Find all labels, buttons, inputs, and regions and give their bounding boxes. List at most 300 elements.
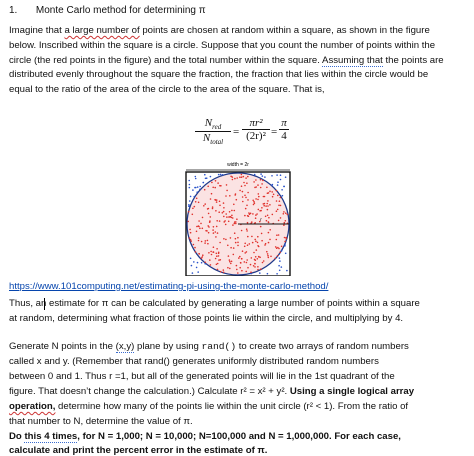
red-point [194,206,196,208]
red-point [250,264,252,266]
red-point [245,177,247,179]
red-point [234,223,236,225]
intro-line-3: circle (the red points in the figure) and the total number within the square. Assuming that the points are [9,55,444,66]
red-point [254,263,256,265]
red-point [278,220,280,222]
red-point [196,231,198,233]
intro-line-1: Imagine that a large number of points are chosen at random within a square, as shown in the figure [9,25,430,36]
red-point [257,242,259,244]
red-point [190,232,192,234]
thus-line-2: at random, determining what fraction of those points lie within the circle, and multiplying by 4. [9,313,404,324]
red-point [272,196,274,198]
red-point [261,183,263,185]
red-point [237,272,239,274]
red-point [244,195,246,197]
red-point [247,176,249,178]
red-point [218,255,220,257]
red-point [205,262,207,264]
red-point [235,242,237,244]
red-point [215,231,217,233]
square-circle-diagram [180,160,296,276]
blue-point [199,186,201,188]
blue-point [281,250,283,252]
red-point [226,216,228,218]
blue-point [210,176,212,178]
red-point [202,228,204,230]
red-point [208,213,210,215]
blue-point [222,174,224,176]
red-point [235,238,237,240]
red-point [267,205,269,207]
red-point [204,242,206,244]
red-point [204,189,206,191]
red-point [251,257,253,259]
red-point [264,196,266,198]
red-point [196,226,198,228]
red-point [254,259,256,261]
red-point [245,271,247,273]
blue-point [193,261,195,263]
blue-point [284,243,286,245]
red-point [255,214,257,216]
red-point [236,199,238,201]
red-point [236,265,238,267]
red-point [253,265,255,267]
red-point [188,211,190,213]
blue-point [279,257,281,259]
blue-point [278,265,280,267]
red-point [257,184,259,186]
red-point [209,221,211,223]
red-point [245,208,247,210]
red-point [204,203,206,205]
red-point [279,252,281,254]
blue-point [192,272,194,274]
red-point [265,243,267,245]
red-point [192,214,194,216]
red-point [246,228,248,230]
red-point [247,236,249,238]
blue-point [276,273,278,275]
red-point [246,262,248,264]
red-point [257,199,259,201]
red-point [263,205,265,207]
blue-point [220,174,222,176]
blue-point [197,262,199,264]
red-point [267,215,269,217]
blue-point [196,191,198,193]
red-point [198,237,200,239]
blue-point [285,253,287,255]
red-point [207,186,209,188]
red-point [269,204,271,206]
red-point [244,185,246,187]
blue-point [189,187,191,189]
blue-point [188,180,190,182]
blue-point [189,184,191,186]
red-point [223,207,225,209]
red-point [213,251,215,253]
red-point [213,246,215,248]
red-point [254,266,256,268]
task-line-4: figure. That doesn’t change the calculation.) Calculate r² = x² + y². Using a single logical array [9,386,415,397]
red-point [231,210,233,212]
blue-point [284,245,286,247]
red-point [248,215,250,217]
red-point [259,210,261,212]
red-point [230,237,232,239]
red-point [256,249,258,251]
red-point [222,212,224,214]
red-point [252,213,254,215]
red-point [207,243,209,245]
red-point [224,220,226,222]
red-point [228,255,230,257]
red-point [258,193,260,195]
red-point [195,201,197,203]
red-point [233,254,235,256]
red-point [237,242,239,244]
fraction-pi-over-four: $\frac{\pi}{4}$ [279,117,289,142]
blue-point [188,205,190,207]
red-point [189,229,191,231]
red-point [225,224,227,226]
red-point [233,247,235,249]
blue-point [285,176,287,178]
red-point [262,262,264,264]
red-point [237,237,239,239]
red-point [227,245,229,247]
blue-point [191,265,193,267]
red-point [260,268,262,270]
red-point [198,253,200,255]
red-point [236,269,238,271]
equals-sign-2: = [271,126,278,138]
blue-point [195,187,197,189]
red-point [187,221,189,223]
problem-heading [9,5,206,16]
red-point [237,245,239,247]
red-point [247,222,249,224]
red-point [276,210,278,212]
red-point [217,182,219,184]
red-point [247,244,249,246]
red-point [231,261,233,263]
red-point [216,220,218,222]
red-point [274,258,276,260]
blue-point [254,174,256,176]
blue-point [281,266,283,268]
red-point [215,236,217,238]
red-point [199,228,201,230]
red-point [227,267,229,269]
blue-point [204,263,206,265]
monte-carlo-figure [180,160,296,276]
red-point [269,229,271,231]
red-point [243,182,245,184]
red-point [246,230,248,232]
red-point [258,246,260,248]
red-point [268,232,270,234]
red-point [241,176,243,178]
red-point [228,221,230,223]
red-point [264,203,266,205]
red-point [277,255,279,257]
red-point [253,201,255,203]
fraction-counts: $N_{red}$ $N_{total}$ [195,117,231,146]
red-point [277,195,279,197]
spellcheck-phrase[interactable]: a large number of [64,25,140,36]
red-point [192,208,194,210]
red-point [254,239,256,241]
red-point [213,226,215,228]
red-point [212,208,214,210]
red-point [252,200,254,202]
red-point [260,179,262,181]
red-point [236,218,238,220]
red-point [214,187,216,189]
radius-label: r [260,218,262,223]
red-point [254,187,256,189]
red-point [241,270,243,272]
red-point [253,252,255,254]
red-point [238,257,240,259]
red-point [228,216,230,218]
red-point [278,205,280,207]
red-point [216,201,218,203]
red-point [198,240,200,242]
red-point [208,252,210,254]
blue-point [204,174,206,176]
blue-point [250,273,252,275]
red-point [284,237,286,239]
red-point [234,232,236,234]
blue-point [264,176,266,178]
red-point [284,241,286,243]
red-point [242,196,244,198]
blue-point [205,178,207,180]
blue-point [199,189,201,191]
red-point [280,217,282,219]
red-point [210,216,212,218]
grammar-times[interactable]: this 4 times [24,431,78,442]
source-link-line [9,281,328,293]
red-point [223,238,225,240]
red-point [260,226,262,228]
red-point [267,200,269,202]
red-point [226,184,228,186]
red-point [268,242,270,244]
red-point [253,181,255,183]
red-point [267,253,269,255]
blue-point [282,195,284,197]
red-point [243,176,245,178]
task-line-5: operation, determine how many of the points lie within the unit circle (r² < 1). From the ratio of [9,401,409,412]
red-point [266,187,268,189]
red-point [250,271,252,273]
red-point [246,251,248,253]
red-point [207,240,209,242]
red-point [190,239,192,241]
red-point [258,209,260,211]
red-point [261,233,263,235]
heading-title: Monte Carlo method for determining π [35,5,206,16]
blue-point [271,175,273,177]
red-point [230,263,232,265]
red-point [230,247,232,249]
red-point [212,187,214,189]
red-point [226,190,228,192]
red-point [266,251,268,253]
red-point [202,254,204,256]
red-point [216,226,218,228]
red-point [262,180,264,182]
red-point [234,221,236,223]
red-point [200,223,202,225]
red-point [255,198,257,200]
red-point [273,194,275,196]
red-point [212,206,214,208]
red-point [230,216,232,218]
red-point [268,257,270,259]
blue-point [259,272,261,274]
blue-point [196,267,198,269]
red-point [275,246,277,248]
red-point [217,269,219,271]
red-point [223,202,225,204]
red-point [212,229,214,231]
red-point [265,216,267,218]
blue-point [197,271,199,273]
blue-point [279,270,281,272]
red-point [266,220,268,222]
red-point [223,272,225,274]
red-point [235,223,237,225]
red-point [208,226,210,228]
red-point [225,213,227,215]
red-point [255,179,257,181]
red-point [246,205,248,207]
red-point [241,230,243,232]
spellcheck-operation[interactable]: operation, [9,401,56,412]
red-point [232,179,234,181]
blue-point [277,181,279,183]
red-point [244,246,246,248]
red-point [198,220,200,222]
red-point [268,222,270,224]
red-point [268,217,270,219]
red-point [202,217,204,219]
red-point [233,204,235,206]
red-point [280,205,282,207]
blue-point [286,270,288,272]
blue-point [197,186,199,188]
red-point [234,178,236,180]
red-point [235,193,237,195]
red-point [252,242,254,244]
equals-sign-1: = [233,126,240,138]
grammar-xy[interactable]: (x,y) [115,341,135,352]
blue-point [190,196,192,198]
red-point [201,241,203,243]
blue-point [262,175,264,177]
red-point [239,256,241,258]
blue-point [195,176,197,178]
red-point [219,205,221,207]
red-point [223,211,225,213]
blue-point [190,258,192,260]
intro-line-5: equal to the ratio of the area of the circle to the area of the square. That is, [9,84,325,95]
red-point [260,187,262,189]
red-point [219,201,221,203]
red-point [229,268,231,270]
red-point [210,251,212,253]
red-point [190,240,192,242]
red-point [267,255,269,257]
red-point [195,251,197,253]
red-point [194,247,196,249]
red-point [283,213,285,215]
red-point [214,199,216,201]
red-point [239,176,241,178]
source-link[interactable]: https://www.101computing.net/estimating-pi-using-the-monte-carlo-method/ [9,281,329,292]
fraction-areas: $\frac{\text{πr²}}{\text{(2r)²}}$ [242,117,270,142]
red-point [277,209,279,211]
red-point [276,247,278,249]
red-point [231,215,233,217]
red-point [196,198,198,200]
red-point [225,195,227,197]
red-point [205,230,207,232]
blue-point [202,182,204,184]
thus-line-1: Thus, an estimate for π can be calculated by generating a large number of points within a square [9,298,420,309]
red-point [283,211,285,213]
blue-point [283,186,285,188]
red-point [250,213,252,215]
blue-point [260,173,262,175]
red-point [202,256,204,258]
red-point [276,200,278,202]
red-point [219,220,221,222]
red-point [266,203,268,205]
red-point [218,253,220,255]
red-point [198,202,200,204]
red-point [211,254,213,256]
red-point [247,267,249,269]
red-point [257,258,259,260]
red-point [193,244,195,246]
grammar-phrase[interactable]: Assuming that [322,55,383,66]
red-point [268,192,270,194]
red-point [255,256,257,258]
task-line-7: Do this 4 times, for N = 1,000; N = 10,000; N=100,000 and N = 1,000,000. For each case, [9,431,401,442]
red-point [211,182,213,184]
blue-point [189,200,191,202]
task-line-1: Generate N points in the (x,y) plane by using rand() to create two arrays of random numbers [9,341,409,352]
red-point [189,237,191,239]
blue-point [280,179,282,181]
blue-point [280,174,282,176]
red-point [261,240,263,242]
red-point [210,198,212,200]
red-point [232,224,234,226]
task-line-3: between 0 and 1. Thus r =1, but all of the generated points will lie in the 1st quadrant of the [9,371,395,382]
red-point [249,243,251,245]
red-point [251,236,253,238]
red-point [210,264,212,266]
heading-number: 1. [9,5,18,16]
red-point [208,232,210,234]
